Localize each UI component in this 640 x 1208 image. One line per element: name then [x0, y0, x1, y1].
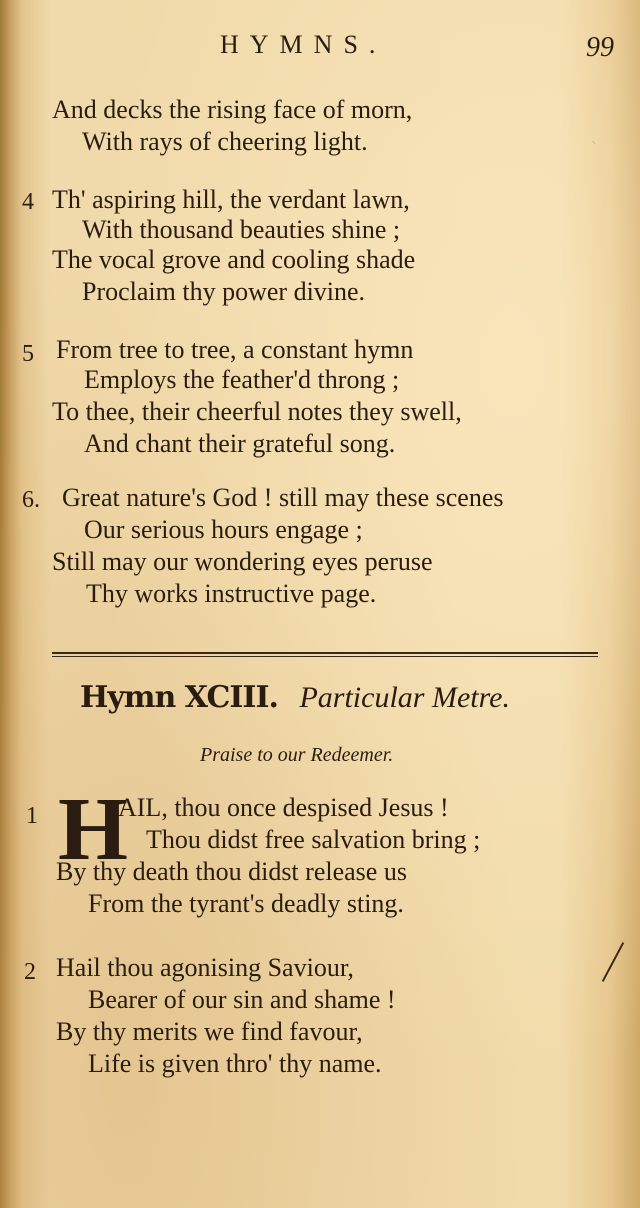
stanza-line: Thou didst free salvation bring ; [146, 825, 481, 854]
stanza-line: And chant their grateful song. [84, 429, 396, 458]
running-header: HYMNS. [220, 30, 387, 59]
drop-cap: H [58, 780, 129, 879]
stanza-line: And decks the rising face of morn, [52, 95, 413, 124]
stanza-line: From the tyrant's deadly sting. [88, 889, 404, 918]
verse-number: 5 [22, 341, 34, 367]
hymn-title: Hymn XCIII. [80, 680, 278, 715]
stanza-line: Thy works instructive page. [86, 579, 377, 608]
stanza-line: Still may our wondering eyes peruse [52, 547, 433, 576]
verse-number: 6. [22, 487, 40, 513]
stanza-line: With thousand beauties shine ; [82, 215, 401, 244]
ink-mark [602, 942, 624, 982]
verse-number: 4 [22, 189, 34, 215]
hymn-heading [80, 680, 510, 715]
stanza-line: By thy merits we find favour, [56, 1017, 363, 1046]
stanza-line: Our serious hours engage ; [84, 515, 363, 544]
verse-number: 1 [26, 803, 38, 829]
stanza-line: Employs the feather'd throng ; [84, 365, 400, 394]
stanza-line: Life is given thro' thy name. [88, 1049, 382, 1078]
stanza-line: Bearer of our sin and shame ! [88, 985, 396, 1014]
stanza-line: To thee, their cheerful notes they swell, [52, 397, 462, 426]
stanza-line: With rays of cheering light. [82, 127, 368, 156]
stanza-line: By thy death thou didst release us [56, 857, 407, 886]
show-through-decoration: ˎ [590, 120, 598, 145]
section-divider [52, 652, 598, 657]
hymn-subtitle: Praise to our Redeemer. [200, 744, 394, 766]
verse-number: 2 [24, 959, 36, 985]
stanza-line: Proclaim thy power divine. [82, 277, 366, 306]
stanza-line: From tree to tree, a constant hymn [56, 335, 414, 364]
stanza-line: Hail thou agonising Saviour, [56, 953, 354, 982]
stanza-line: Th' aspiring hill, the verdant lawn, [52, 185, 410, 214]
page-number: 99 [586, 32, 614, 63]
stanza-line: AIL, thou once despised Jesus ! [118, 793, 449, 822]
stanza-line: The vocal grove and cooling shade [52, 245, 416, 274]
hymn-meter: Particular Metre. [299, 681, 510, 714]
stanza-line: Great nature's God ! still may these scenes [62, 483, 504, 512]
